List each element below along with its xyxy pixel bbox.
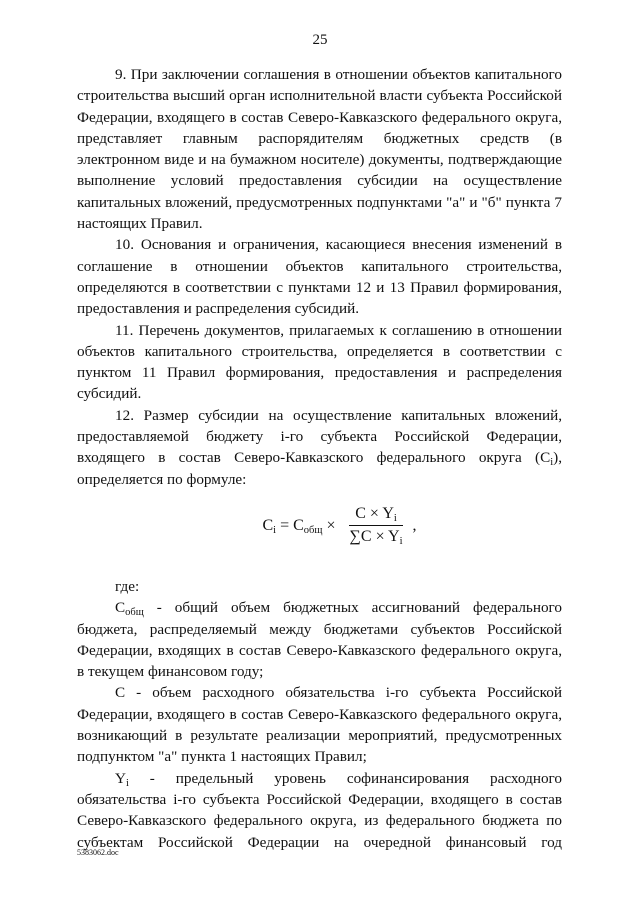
formula-numerator: $C \times Y_i$ (349, 505, 403, 526)
formula-equals: = (280, 516, 290, 534)
formula-total: $C_{общ}$ (293, 516, 323, 536)
formula-lhs: $C_i$ (262, 516, 277, 536)
paragraph-11: 11. Перечень документов, прилагаемых к соглашению в отношении объектов капитального строительства, определяется в соответствии с пунктом 11 Правил формирования, предоставления и распределения субсидий. (77, 321, 562, 403)
paragraph-12 (77, 405, 562, 490)
paragraph-12-end: ), определяется по формуле: (77, 449, 562, 488)
formula-fraction (344, 505, 409, 546)
paragraph-12-text: 12. Размер субсидии на осуществление капитальных вложений, предоставляемой бюджету i-го субъекта Российской Федерации, входящего в состав Северо-Кавказского федерального округа (C (77, 406, 562, 467)
file-footer: 5383062.doc (77, 848, 119, 857)
formula-tail: , (412, 516, 417, 534)
formula-times: × (326, 516, 336, 534)
paragraph-9: 9. При заключении соглашения в отношении объектов капитального строительства высший орган исполнительной власти субъекта Российской Федерации, входящего в состав Северо-Кавказского федерального округа, представляет главным распорядителям бюджетных средств (в электронном виде и на бумажном носителе) документы, подтверждающие выполнение условий предоставления субсидии на осуществление капитальных вложений, предусмотренных подпунктами "а" и "б" пункта 7 настоящих Правил. (77, 66, 562, 233)
paragraph-10: 10. Основания и ограничения, касающиеся внесения изменений в соглашение в отношении объектов капитального строительства, определяются в соответствии с пунктами 12 и 13 Правил формирования, предоставления и распределения субсидий. (77, 236, 562, 318)
definition-c: C - объем расходного обязательства i-го субъекта Российской Федерации, входящего в состав Северо-Кавказского федерального округа, возникающий в результате реализации мероприятий, предусмотренных подпунктом "а" пункта 1 настоящих Правил; (77, 684, 562, 766)
formula-denominator: $\sum C \times Y_i$ (349, 528, 403, 548)
subsidy-formula (77, 490, 562, 562)
document-body (77, 64, 562, 853)
definition-c-total: $C_{общ}$ - общий объем бюджетных ассигнований федерального бюджета, распределяемый между бюджетами субъектов Российской Федерации, входящих в состав Северо-Кавказского федерального округа, в текущем финансовом году; (77, 599, 562, 681)
paragraph-12-subscript: i (550, 457, 554, 469)
where-label: где: (115, 577, 140, 595)
page-number: 25 (312, 32, 328, 48)
definition-y: $Y_i$ - предельный уровень софинансирования расходного обязательства i-го субъекта Российской Федерации, входящего в состав Северо-Кавказского федерального округа, из федерального бюджета по субъектам Российской Федерации на очередной финансовый год (77, 769, 562, 851)
